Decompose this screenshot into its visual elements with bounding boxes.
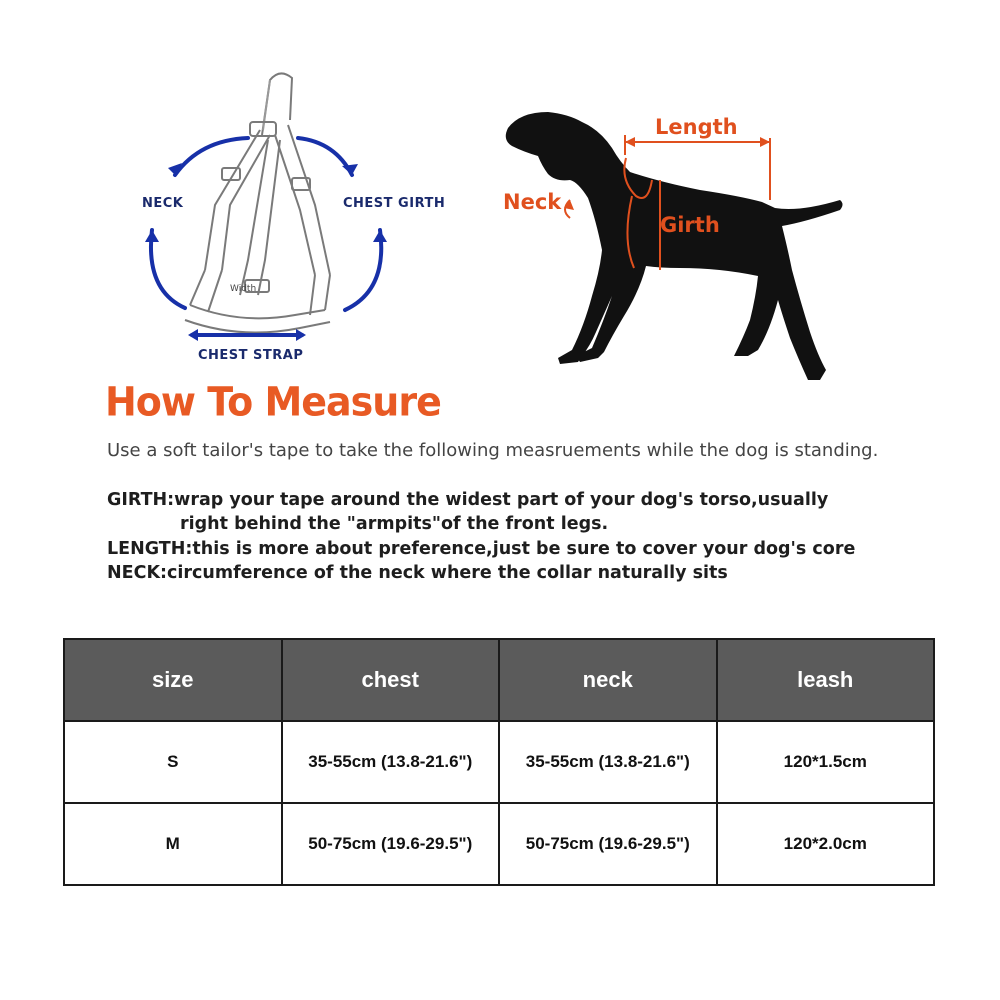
neck-definition: NECK:circumference of the neck where the collar naturally sits [107,563,728,583]
cell-neck: 50-75cm (19.6-29.5") [499,803,717,885]
dog-girth-label: Girth [660,213,720,237]
table-row [64,721,934,803]
header-neck: neck [499,639,717,721]
girth-definition-line1: GIRTH:wrap your tape around the widest part of your dog's torso,usually [107,490,829,510]
cell-neck: 35-55cm (13.8-21.6") [499,721,717,803]
header-size: size [64,639,282,721]
dog-length-label: Length [655,115,738,139]
cell-leash: 120*1.5cm [717,721,935,803]
cell-chest: 50-75cm (19.6-29.5") [282,803,500,885]
length-definition: LENGTH:this is more about preference,just be sure to cover your dog's core [107,539,856,559]
dog-neck-label: Neck [503,190,562,214]
dog-silhouette [500,100,860,390]
harness-chest-strap-label: CHEST STRAP [198,348,304,363]
cell-size: S [64,721,282,803]
harness-illustration [130,60,450,370]
harness-neck-label: NECK [142,196,184,211]
cell-size: M [64,803,282,885]
size-table [63,638,935,886]
header-leash: leash [717,639,935,721]
table-row [64,803,934,885]
harness-chest-girth-label: CHEST GIRTH [343,196,446,211]
header-chest: chest [282,639,500,721]
table-header-row [64,639,934,721]
girth-definition-line2: right behind the "armpits"of the front legs. [180,514,609,534]
page-title: How To Measure [105,378,441,426]
harness-width-label: Width [230,284,257,294]
cell-chest: 35-55cm (13.8-21.6") [282,721,500,803]
cell-leash: 120*2.0cm [717,803,935,885]
intro-text: Use a soft tailor's tape to take the following measruements while the dog is standing. [107,440,879,461]
